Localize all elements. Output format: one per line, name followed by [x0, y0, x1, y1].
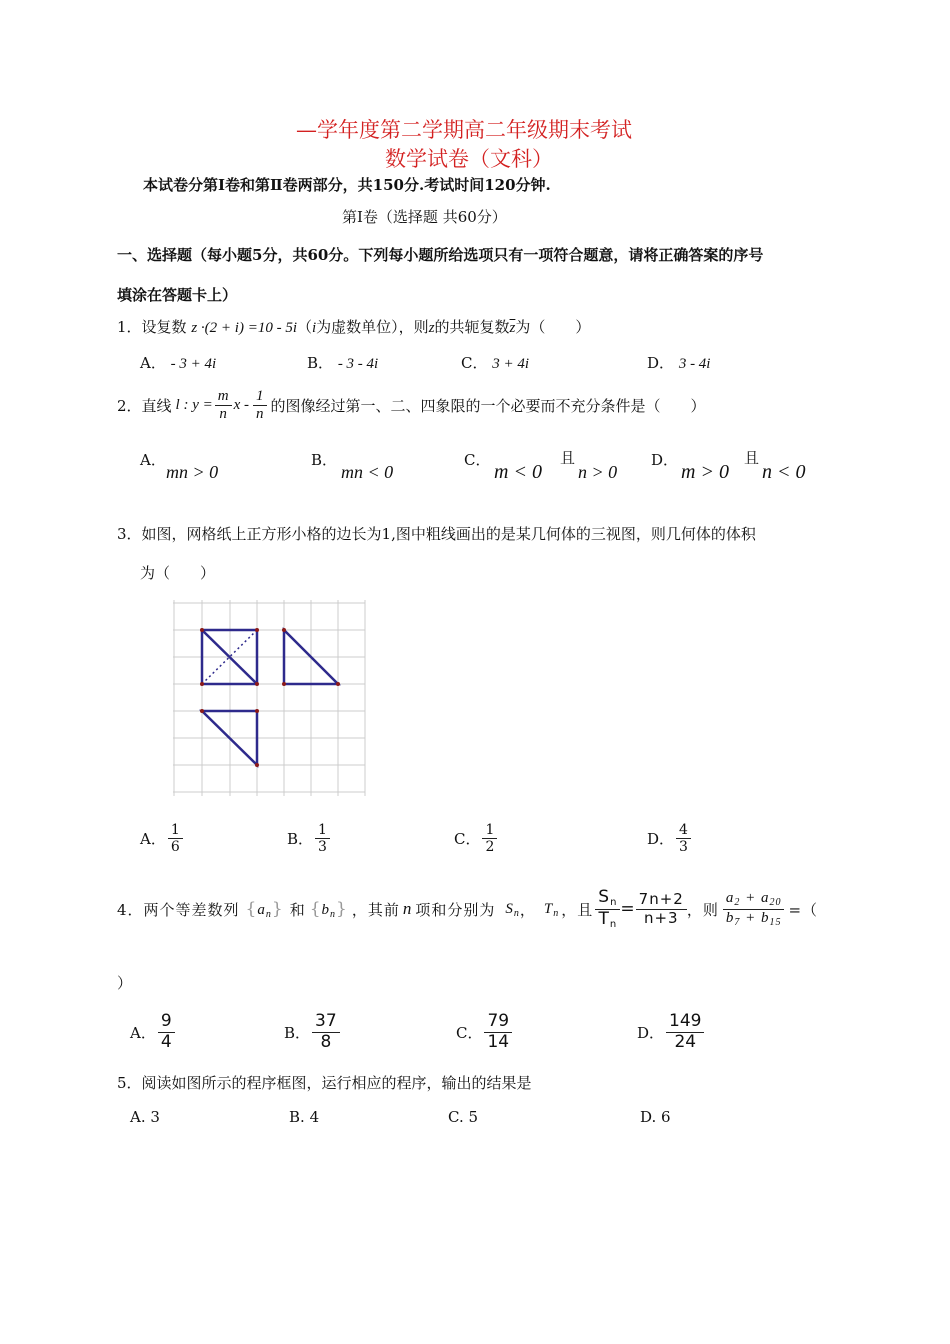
q2-option-c-expr2: n > 0 — [578, 462, 618, 482]
q4-rhs-num: 7n+2 — [636, 891, 687, 909]
q2-option-d-value1: m > 0 — [681, 461, 729, 483]
question-4 — [117, 888, 818, 930]
q2-fraction-1-n — [253, 388, 267, 424]
question-5: 5．阅读如图所示的程序框图，运行相应的程序，输出的结果是 — [117, 1074, 532, 1092]
q4-T-letter: T — [543, 901, 554, 917]
q2-option-d-label: D． — [651, 451, 679, 469]
q4-seq-b: $\{b_n\}$ — [309, 898, 348, 920]
q3-option-d — [647, 822, 691, 855]
q4-a2: a — [725, 890, 735, 906]
q5-option-d-value: 6 — [661, 1108, 671, 1126]
q4-d-num: 149 — [666, 1012, 704, 1033]
q3-a-num: 1 — [168, 822, 183, 839]
q4-seq-b-sub: n — [330, 908, 337, 920]
q5-option-c — [448, 1108, 478, 1126]
q1-option-c-label: C． — [461, 354, 488, 372]
q4-text-1: 4．两个等差数列 — [117, 900, 240, 919]
q4-text-5: ，则 — [686, 900, 719, 919]
question-1 — [117, 316, 590, 337]
q4-close-paren: ） — [117, 974, 133, 992]
q3-a-den: 6 — [170, 839, 180, 856]
q4-text-4: ，且 — [561, 900, 594, 919]
question-2 — [117, 388, 706, 424]
q3-d-den: 3 — [679, 839, 688, 856]
q1-option-a-label: A． — [140, 354, 166, 372]
q5-option-a — [130, 1108, 160, 1126]
q3-option-d-label: D． — [647, 830, 675, 849]
q4-plus-b15: + b — [740, 909, 770, 926]
q1-text-1: （ — [296, 318, 312, 336]
q2-option-c-label: C． — [464, 451, 491, 469]
q3-option-b-frac — [315, 822, 330, 855]
q1-equation: z ·(2 + i) =10 - 5i — [191, 320, 297, 336]
q3-option-c-frac — [482, 822, 497, 855]
q1-option-b — [307, 352, 378, 373]
q3-c-num: 1 — [482, 822, 497, 839]
q4-seq-b-letter: b — [321, 901, 331, 918]
q4-ratio-T: T — [598, 908, 610, 929]
q4-a2-sub: 2 — [734, 897, 741, 908]
q3-b-den: 3 — [318, 839, 327, 856]
q5-option-b — [289, 1108, 319, 1126]
question-3-line2: 为（ ） — [140, 564, 216, 582]
q4-T — [544, 899, 559, 919]
q2-frac-num: m — [215, 388, 232, 406]
q4-a-num: 9 — [158, 1012, 175, 1033]
q2-option-b-label: B． — [311, 451, 338, 469]
q4-option-b-label: B． — [284, 1023, 311, 1042]
q2-option-c-and: 且 — [560, 449, 576, 467]
q1-zbar: $\overline{z}$ — [509, 320, 516, 336]
q4-text-3: 项和分别为 — [415, 900, 496, 919]
q1-text-2: 为虚数单位），则 — [316, 318, 429, 336]
q2-option-c-value2 — [578, 462, 617, 483]
q4-c-num: 79 — [484, 1012, 512, 1033]
q4-S-letter: S — [505, 901, 514, 917]
q5-option-d-label: D. — [640, 1108, 657, 1126]
q5-option-b-value: 4 — [309, 1108, 320, 1126]
q4-equals-paren: =（ — [788, 900, 819, 919]
q2-frac2-num: 1 — [253, 388, 267, 406]
q3-c-den: 2 — [485, 839, 495, 856]
q3-option-b-label: B． — [287, 830, 314, 849]
q1-option-d — [647, 352, 710, 373]
part-one-heading: 第Ⅰ卷（选择题 共60分） — [342, 208, 507, 226]
q4-b7-sub: 7 — [734, 916, 741, 928]
q2-option-c-value1: m < 0 — [494, 461, 542, 483]
q4-T-sub: n — [553, 908, 560, 919]
q2-option-b-value — [341, 462, 393, 483]
q5-option-c-value: 5 — [468, 1108, 479, 1126]
q4-a-den: 4 — [160, 1031, 172, 1052]
q3-option-a-frac — [168, 822, 183, 855]
q4-option-b-frac — [312, 1012, 340, 1052]
q4-option-c — [456, 1012, 512, 1052]
q4-comma: ， — [519, 900, 536, 919]
question-3-line1: 3．如图，网格纸上正方形小格的边长为1,图中粗线画出的是某几何体的三视图，则几何体的体积 — [117, 525, 756, 543]
q5-option-c-label: C. — [448, 1108, 464, 1126]
q4-S-sub: n — [513, 908, 520, 919]
q4-ratio-den — [595, 910, 620, 931]
q2-frac2-den: n — [256, 406, 264, 423]
q2-lhs: l : y = — [175, 397, 213, 414]
q4-seq-a: $\{a_n\}$ — [245, 898, 284, 920]
q4-S — [505, 899, 520, 919]
q5-option-a-value: 3 — [150, 1108, 160, 1126]
exam-intro: 本试卷分第I卷和第Ⅱ卷两部分，共150分.考试时间120分钟. — [143, 176, 551, 194]
q5-option-b-label: B. — [289, 1108, 305, 1126]
q4-target-fraction — [723, 890, 785, 928]
q4-option-a-label: A． — [130, 1023, 156, 1042]
q4-option-b — [284, 1012, 340, 1052]
q4-option-d — [637, 1012, 704, 1052]
q4-d-den: 24 — [674, 1031, 697, 1052]
q4-and: 和 — [289, 900, 306, 919]
q4-n: n — [402, 899, 413, 918]
three-view-figure — [168, 596, 373, 800]
q2-option-d-and: 且 — [744, 449, 760, 467]
q3-option-b — [287, 822, 330, 855]
q4-ratio-rhs — [636, 891, 687, 927]
q3-option-c-label: C． — [454, 830, 481, 849]
section-heading-cont: 填涂在答题卡上） — [117, 286, 238, 304]
q4-option-a-frac — [158, 1012, 175, 1052]
q5-option-a-label: A. — [130, 1108, 146, 1126]
q2-x-minus: x - — [233, 397, 249, 414]
q3-option-a-label: A． — [140, 830, 166, 849]
q2-number: 2．直线 — [117, 397, 172, 416]
q2-option-a-expr: mn > 0 — [166, 462, 219, 482]
q4-ratio-ST — [595, 888, 620, 930]
q2-option-b-expr: mn < 0 — [341, 462, 394, 482]
q4-b-den: 8 — [320, 1031, 332, 1052]
q2-fraction-m-n — [215, 388, 232, 424]
q3-option-a — [140, 822, 183, 855]
q4-seq-a-letter: a — [257, 901, 266, 918]
q4-a20-sub: 20 — [769, 897, 782, 908]
q4-option-c-label: C． — [456, 1023, 483, 1042]
q1-text-4: 为（ ） — [515, 318, 591, 336]
q4-text-2: ，其前 — [351, 900, 400, 919]
q4-ratio-num — [595, 888, 620, 910]
q3-option-d-frac — [676, 822, 691, 855]
q4-ratio-T-sub: n — [609, 918, 618, 930]
q1-option-b-value: - 3 - 4i — [337, 356, 379, 372]
q1-option-d-label: D． — [647, 354, 675, 372]
q1-option-a-value: - 3 + 4i — [170, 356, 217, 372]
q4-b15-sub: 15 — [769, 916, 782, 928]
exam-subtitle: 数学试卷（文科） — [385, 147, 553, 171]
q4-option-d-label: D． — [637, 1023, 665, 1042]
q4-target-den — [723, 910, 785, 929]
q2-option-a-label: A． — [140, 451, 166, 469]
q4-ratio-S: S — [598, 887, 611, 907]
q3-d-num: 4 — [676, 822, 691, 839]
q3-option-c — [454, 822, 497, 855]
q4-plus-a20: + a — [740, 890, 770, 906]
exam-title: —学年度第二学期高二年级期末考试 — [296, 118, 632, 142]
q2-option-a-value — [166, 462, 218, 483]
q1-number: 1．设复数 — [117, 318, 187, 336]
q2-option-d-value2: n < 0 — [762, 461, 806, 483]
q4-b7: b — [725, 909, 735, 926]
q4-c-den: 14 — [487, 1031, 510, 1052]
q4-option-a — [130, 1012, 175, 1052]
q1-option-c — [461, 352, 529, 373]
q4-b-num: 37 — [312, 1012, 340, 1033]
q4-option-c-frac — [484, 1012, 512, 1052]
q5-option-d — [640, 1108, 671, 1126]
q2-text: 的图像经过第一、二、四象限的一个必要而不充分条件是（ ） — [270, 397, 706, 416]
q1-text-3: 的共轭复数 — [434, 318, 510, 336]
q4-ratio-S-sub: n — [610, 897, 618, 908]
q3-b-num: 1 — [315, 822, 330, 839]
q4-equals: = — [620, 899, 636, 919]
section-heading: 一、选择题（每小题5分，共60分。下列每小题所给选项只有一项符合题意，请将正确答案的序号 — [117, 246, 764, 264]
q2-frac-den: n — [219, 406, 227, 423]
q4-seq-a-sub: n — [265, 908, 272, 920]
q1-option-a — [140, 352, 216, 373]
q1-option-c-value: 3 + 4i — [492, 356, 530, 372]
q1-option-d-value: 3 - 4i — [678, 356, 711, 372]
q4-option-d-frac — [666, 1012, 704, 1052]
q1-i: i — [312, 320, 317, 336]
q1-z: z — [428, 320, 435, 336]
q4-target-num — [723, 890, 785, 910]
q1-option-b-label: B． — [307, 354, 334, 372]
q4-rhs-den: n+3 — [643, 908, 679, 927]
